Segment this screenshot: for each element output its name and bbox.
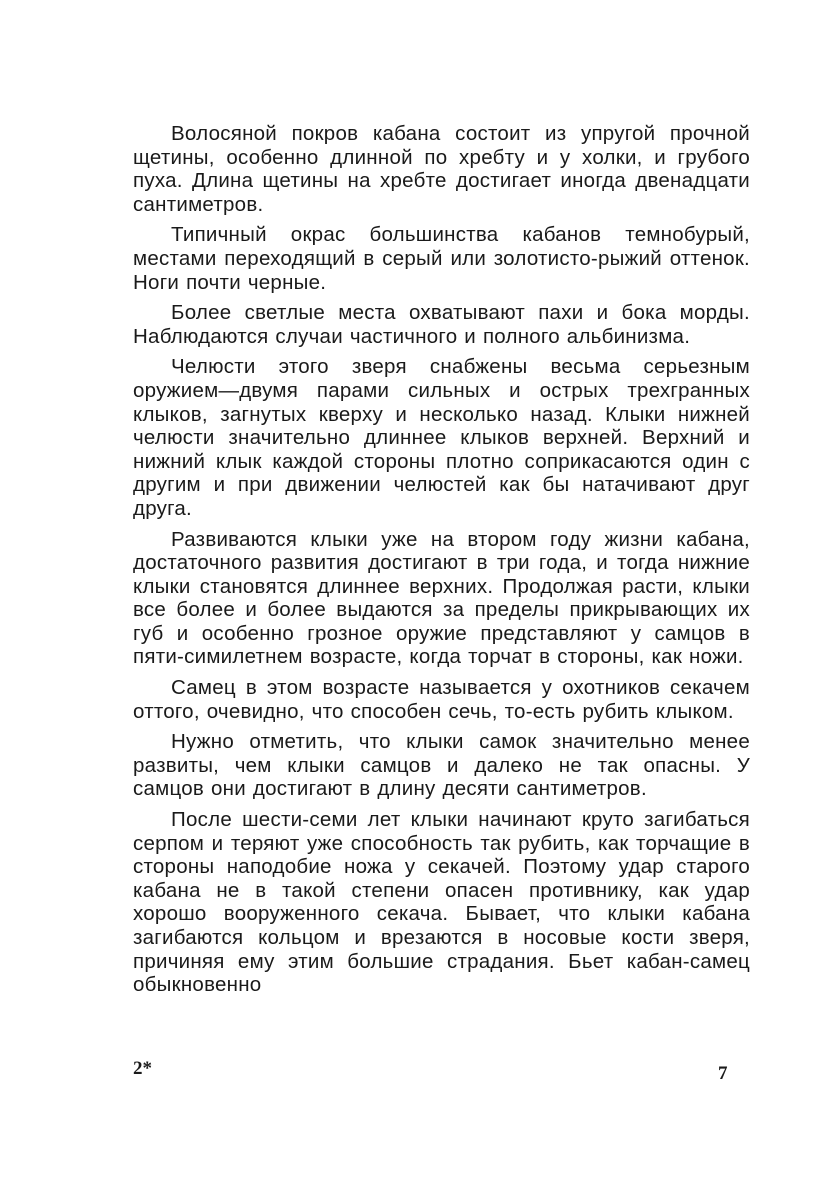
paragraph-jaws-tusks: Челюсти этого зверя снабжены весьма серьезным оружием—двумя парами сильных и острых трехгранных клыков, загнутых кверху и несколько назад. Клыки нижней челюсти значительно длиннее клыков верхней. Верхний и нижний клык каждой стороны плотно соприкасаются один с другим и при движении челюстей как бы натачивают друг друга. — [133, 355, 750, 520]
paragraph-tusk-development: Развиваются клыки уже на втором году жизни кабана, достаточного развития достигают в три года, и тогда нижние клыки становятся длиннее верхних. Продолжая расти, клыки все более и более выдаются за пределы прикрывающих их губ и особенно грозное оружие представляют у самцов в пяти-симилетнем возрасте, когда торчат в стороны, как ножи. — [133, 527, 750, 669]
paragraph-female-tusks: Нужно отметить, что клыки самок значительно менее развиты, чем клыки самцов и далеко не так опасны. У самцов они достигают в длину десяти сантиметров. — [133, 730, 750, 801]
paragraph-light-spots: Более светлые места охватывают пахи и бока морды. Наблюдаются случаи частичного и полного альбинизма. — [133, 301, 750, 348]
page-number: 7 — [718, 1063, 728, 1084]
paragraph-coloration: Типичный окрас большинства кабанов темнобурый, местами переходящий в серый или золотисто-рыжий оттенок. Ноги почти черные. — [133, 223, 750, 294]
paragraph-sekach: Самец в этом возрасте называется у охотников секачем оттого, очевидно, что способен сечь, то-есть рубить клыком. — [133, 676, 750, 723]
signature-mark: 2* — [133, 1058, 152, 1079]
page-text-block — [133, 122, 750, 1004]
paragraph-old-boar: После шести-семи лет клыки начинают круто загибаться серпом и теряют уже способность так рубить, как торчащие в стороны наподобие ножа у секачей. Поэтому удар старого кабана не в такой степени опасен противнику, как удар хорошо вооруженного секача. Бывает, что клыки кабана загибаются кольцом и врезаются в носовые кости зверя, причиняя ему этим большие страдания. Бьет кабан-самец обыкновенно — [133, 808, 750, 997]
paragraph-bristle-coat: Волосяной покров кабана состоит из упругой прочной щетины, особенно длинной по хребту и у холки, и грубого пуха. Длина щетины на хребте достигает иногда двенадцати сантиметров. — [133, 122, 750, 216]
